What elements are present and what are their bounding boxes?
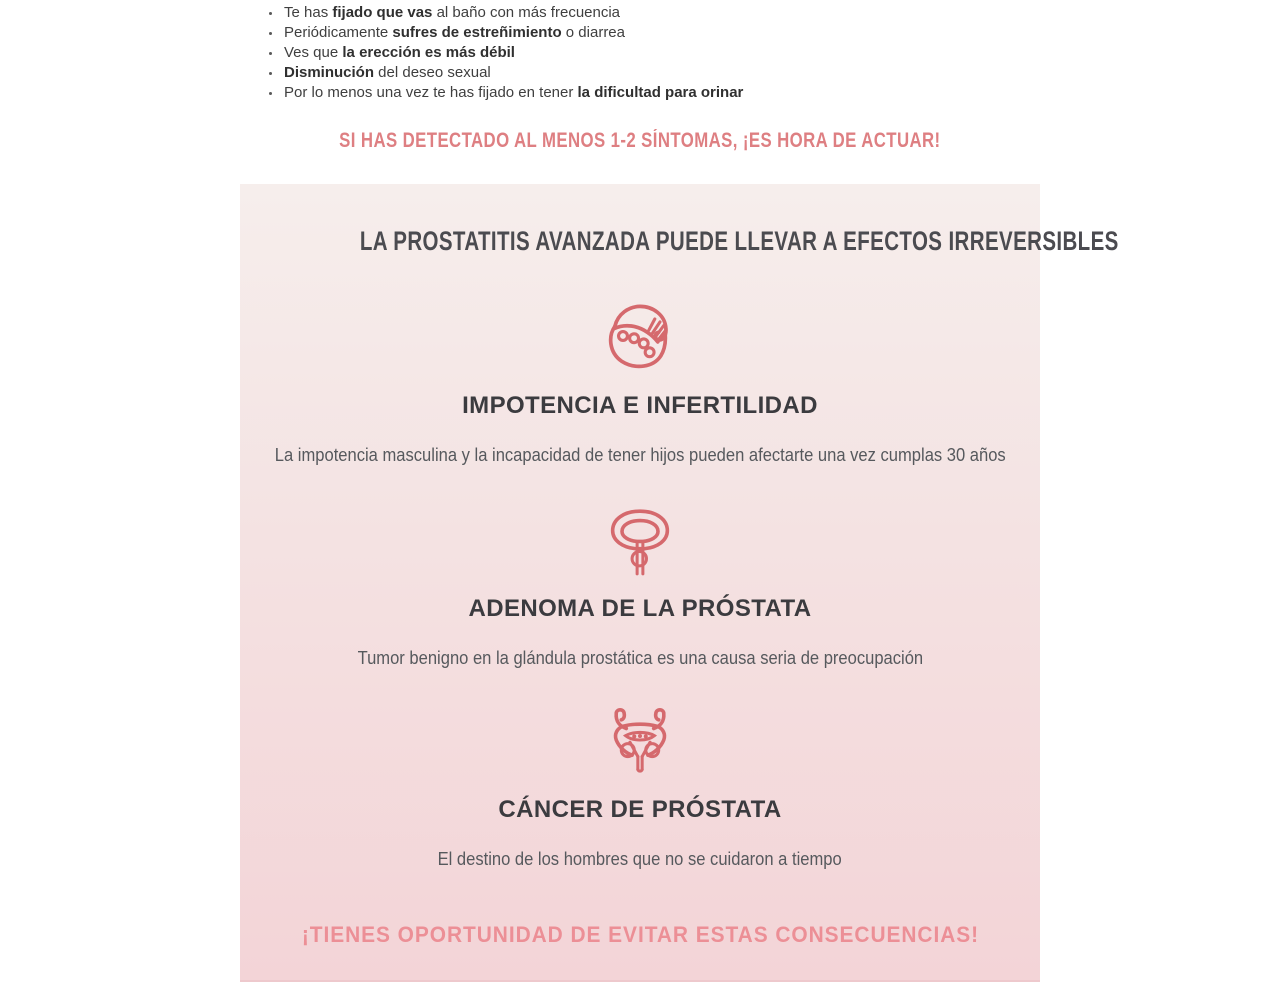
symptom-item: • Disminución del deseo sexual [282,63,1040,83]
content-column [240,3,1119,982]
section-text [240,444,1040,468]
section-title: CÁNCER DE PRÓSTATA [498,796,782,823]
section-text [240,848,1040,872]
section-title: IMPOTENCIA E INFERTILIDAD [462,392,818,419]
symptom-item: • Ves que la erección es más débil [282,43,1040,63]
panel-title-text: LA PROSTATITIS AVANZADA PUEDE LLEVAR A EFECTOS IRREVERSIBLES [359,226,1119,256]
testis-fertility-icon [240,299,1040,373]
consequence-section-cancer [240,703,1040,872]
alert-heading [240,129,1040,155]
consequences-panel [240,184,1119,982]
prostate-urethra-icon [240,504,1040,576]
consequence-section-impotencia [240,299,1040,468]
panel-footer-heading [240,922,1040,951]
consequence-section-adenoma [240,504,1040,671]
panel-footer-heading-text: ¡TIENES OPORTUNIDAD DE EVITAR ESTAS CONSECUENCIAS! [301,922,979,947]
section-text [240,647,1040,671]
symptom-item: • Periódicamente sufres de estreñimiento o diarrea [282,23,1040,43]
symptoms-list [240,3,1040,103]
bladder-prostate-icon [240,703,1040,777]
alert-heading-text: SI HAS DETECTADO AL MENOS 1-2 SÍNTOMAS, ¡ES HORA DE ACTUAR! [339,129,941,152]
section-text-span: Tumor benigno en la glándula prostática es una causa seria de preocupación [357,648,923,668]
section-text-span: El destino de los hombres que no se cuidaron a tiempo [437,849,843,869]
symptom-item: • Por lo menos una vez te has fijado en tener la dificultad para orinar [282,83,1040,103]
section-text-span: La impotencia masculina y la incapacidad de tener hijos pueden afectarte una vez cumplas 30 años [274,445,1006,465]
symptom-item: • Te has fijado que vas al baño con más frecuencia [282,3,1040,23]
panel-title [240,226,1119,261]
section-title: ADENOMA DE LA PRÓSTATA [468,595,812,622]
